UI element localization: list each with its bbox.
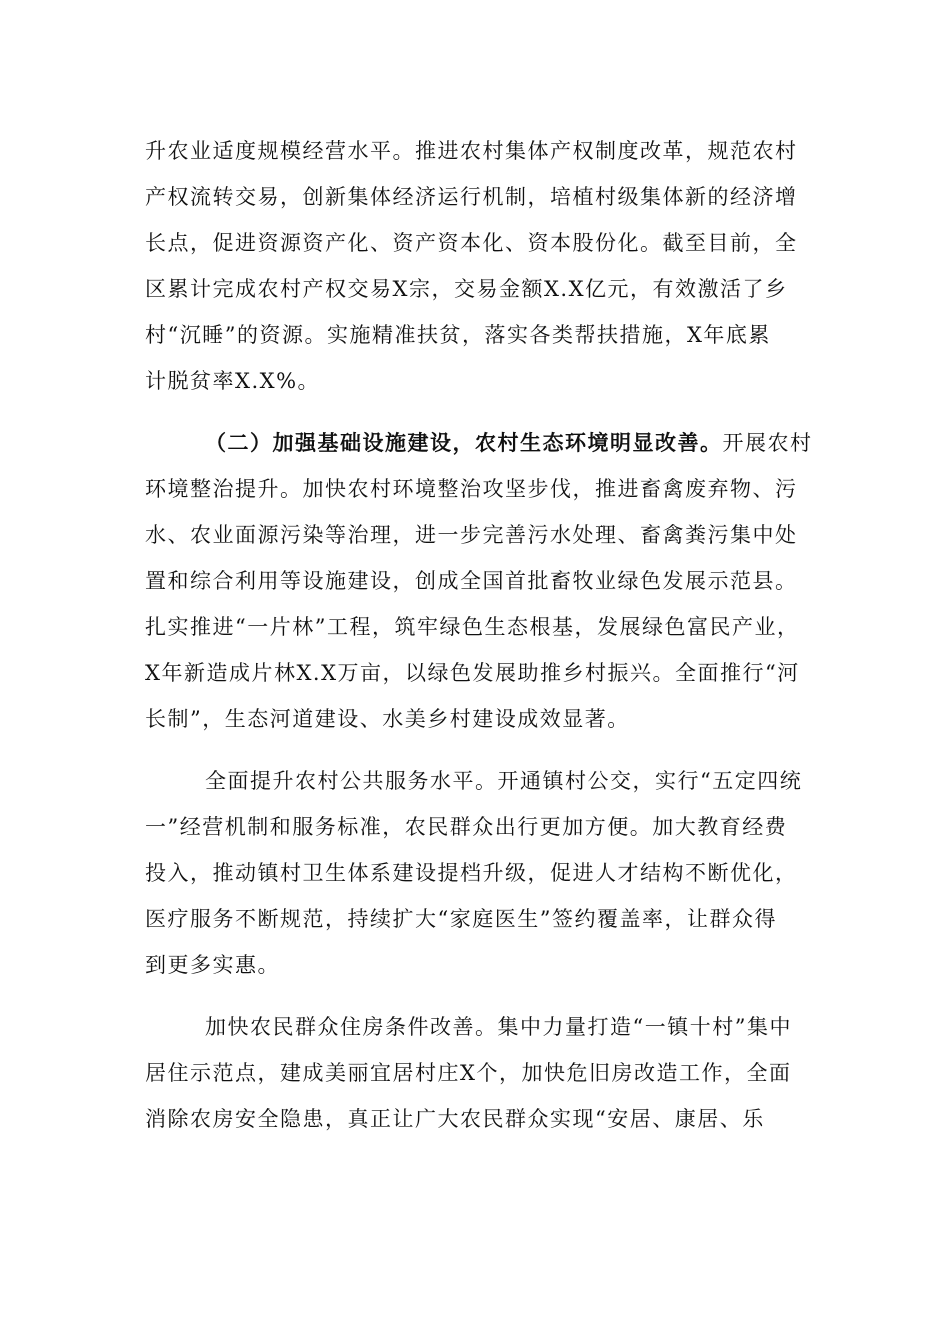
text-line: 消除农房安全隐患，真正让广大农民群众实现“安居、康居、乐: [145, 1107, 765, 1131]
text-line: 产权流转交易，创新集体经济运行机制，培植村级集体新的经济增: [145, 185, 798, 209]
paragraph-infrastructure: [145, 420, 813, 742]
text-line: 一”经营机制和服务标准，农民群众出行更加方便。加大教育经费: [145, 815, 788, 839]
text-line: 长点，促进资源资产化、资产资本化、资本股份化。截至目前，全: [145, 231, 798, 255]
document-body: [145, 128, 813, 1142]
text-line: 全面提升农村公共服务水平。开通镇村公交，实行“五定四统: [205, 769, 803, 793]
text-line: 扎实推进“一片林”工程，筑牢绿色生态根基，发展绿色富民产业，: [145, 615, 800, 639]
section-heading: （二）加强基础设施建设，农村生态环境明显改善。: [205, 430, 723, 455]
text-line: 居住示范点，建成美丽宜居村庄X个，加快危旧房改造工作，全面: [145, 1061, 792, 1085]
text-line: 医疗服务不断规范，持续扩大“家庭医生”签约覆盖率，让群众得: [145, 907, 777, 931]
text-line: 加快农民群众住房条件改善。集中力量打造“一镇十村”集中: [205, 1015, 792, 1039]
text-line: [145, 420, 813, 466]
text-fragment: 开展农村: [722, 431, 813, 455]
text-line: 置和综合利用等设施建设，创成全国首批畜牧业绿色发展示范县。: [145, 569, 798, 593]
text-line: 村“沉睡”的资源。实施精准扶贫，落实各类帮扶措施，X年底累: [145, 323, 771, 347]
text-line: 水、农业面源污染等治理，进一步完善污水处理、畜禽粪污集中处: [145, 523, 798, 547]
text-line: 环境整治提升。加快农村环境整治攻坚步伐，推进畜禽废弃物、污: [145, 477, 798, 501]
paragraph-public-services: [145, 758, 805, 988]
text-line: 长制”，生态河道建设、水美乡村建设成效显著。: [145, 707, 630, 731]
text-line: 升农业适度规模经营水平。推进农村集体产权制度改革，规范农村: [145, 139, 798, 163]
text-line: 计脱贫率X.X%。: [145, 369, 321, 393]
text-line: 区累计完成农村产权交易X宗，交易金额X.X亿元，有效激活了乡: [145, 277, 788, 301]
text-line: 到更多实惠。: [145, 953, 280, 977]
text-line: X年新造成片林X.X万亩，以绿色发展助推乡村振兴。全面推行“河: [145, 661, 800, 685]
paragraph-housing: [145, 1004, 805, 1142]
text-line: 投入，推动镇村卫生体系建设提档升级，促进人才结构不断优化，: [145, 861, 798, 885]
paragraph-rural-property-reform: [145, 128, 805, 404]
